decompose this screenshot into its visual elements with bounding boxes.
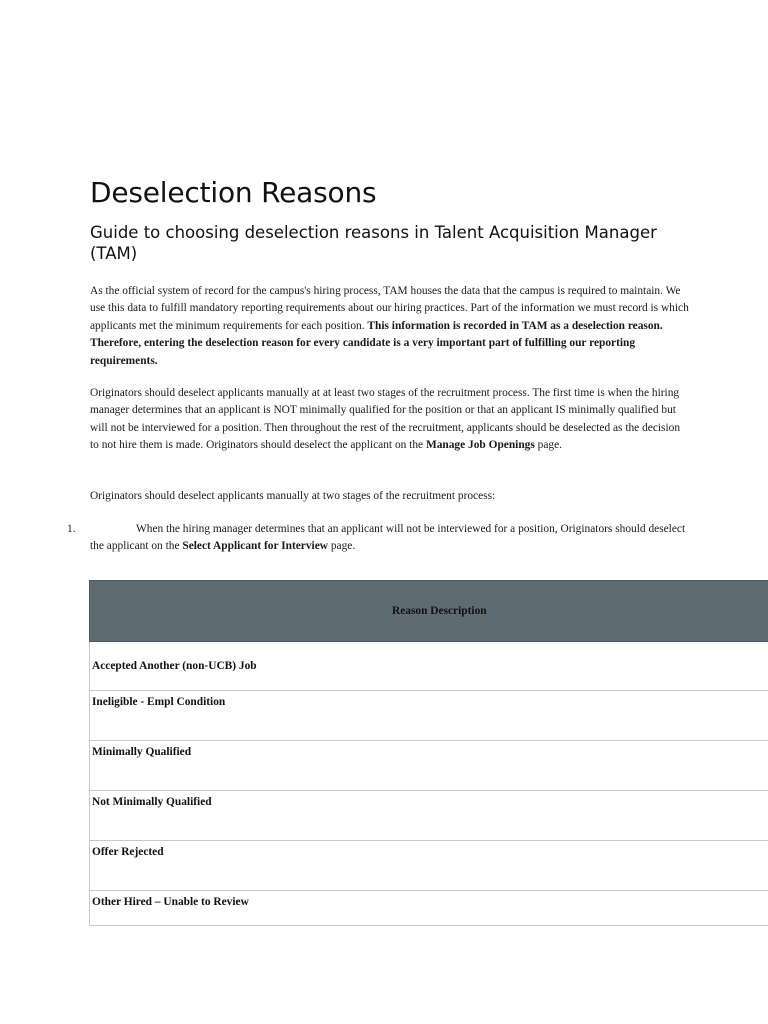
intro-bold-text: This information is recorded in TAM as a deselection reason. Therefore, entering the deselection reason for every candidate is a very important part of fulfilling our reporting requirements. [90,319,663,367]
table-row [90,691,768,741]
reason-table [89,580,768,926]
originators-paragraph [90,385,690,455]
manage-job-openings-text: Manage Job Openings [425,439,535,452]
page-subtitle: Guide to choosing deselection reasons in Talent Acquisition Manager (TAM) [90,223,657,263]
select-applicant-text: Select Applicant for Interview [182,540,329,553]
table-row [90,791,768,841]
originators-text: Originators should deselect applicants manually at at least two stages of the recruitment process. The first time is when the hiring manager determines that an applicant is NOT minimally qualified for the position or that an applicant IS minimally qualified but will not be interviewed for a position. Then throughout the rest of the recruitment, applicants should be deselected as the decision to not hire them is made. Originators should deselect the applicant on the [90,387,681,452]
table-header-label: Reason Description [392,605,487,617]
table-cell-reason: Other Hired – Unable to Review [90,891,768,926]
table-cell-reason: Accepted Another (non-UCB) Job [90,642,768,691]
table-row [90,841,768,891]
table-cell-reason: Offer Rejected [90,841,768,891]
list-item-body: When the hiring manager determines that an applicant will not be interviewed for a position, Originators should deselect the applicant on the [90,523,686,553]
page-title: Deselection Reasons [90,176,377,209]
list-item-text [90,521,690,556]
table-cell-reason: Minimally Qualified [90,741,768,791]
intro-text: As the official system of record for the campus's hiring process, TAM houses the data that the campus is required to maintain. We use this data to fulfill mandatory reporting requirements about our hiring practices. Part of the information we must record is which applicants met the minimum requirements for each position. [90,285,689,332]
originators-text-end: page. [534,439,563,452]
table-row [90,891,768,926]
intro-paragraph [90,283,690,370]
stages-paragraph: Originators should deselect applicants manually at two stages of the recruitment process: [90,490,496,502]
table-row [90,741,768,791]
list-item-end: page. [328,540,356,553]
table-cell-reason: Ineligible - Empl Condition [90,691,768,741]
table-header-reason [90,581,768,642]
list-number: 1. [67,523,76,535]
table-row [90,642,768,691]
table-cell-reason: Not Minimally Qualified [90,791,768,841]
